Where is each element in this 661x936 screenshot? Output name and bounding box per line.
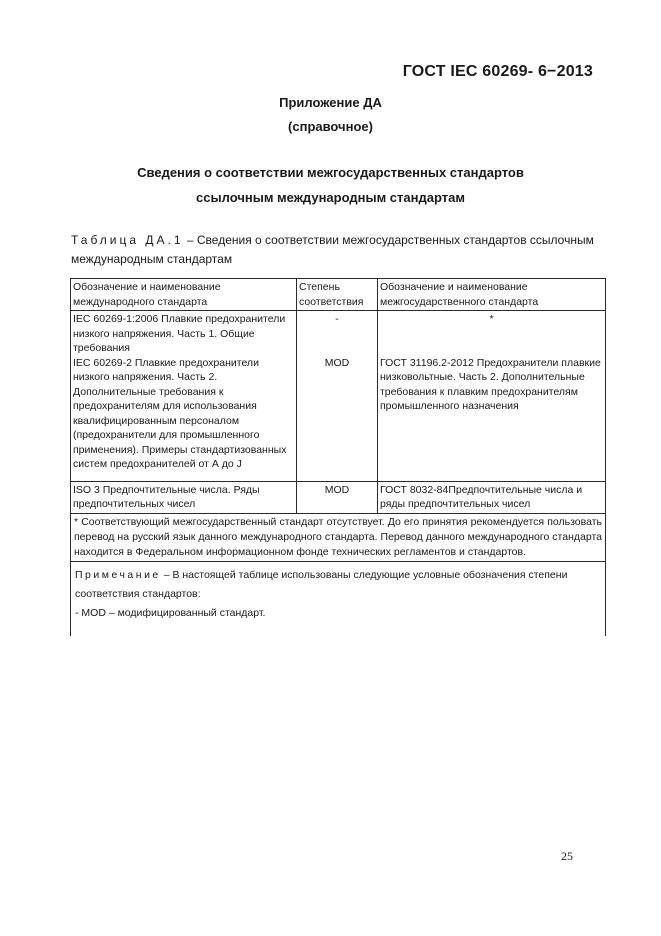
table-footnote: * Соответствующий межгосударственный стандарт отсутствует. До его принятия рекомендуется пользовать перевод на русский язык данного международного стандарта. Перевод данного международного стандарта находится в Федеральном информационном фонде технических регламентов и стандартов. xyxy=(71,513,606,561)
row2-interstate-standard: ГОСТ 8032-84Предпочтительные числа и ряды предпочтительных чисел xyxy=(378,481,606,513)
note-label: Примечание xyxy=(75,568,161,581)
row1-degree xyxy=(297,311,378,482)
row2-degree: MOD xyxy=(297,481,378,513)
table-caption-text: – Сведения о соответствии межгосударственных стандартов ссылочным международным стандартам xyxy=(71,233,594,266)
standard-code: ГОСТ IEC 60269- 6−2013 xyxy=(402,63,593,80)
row1-interstate-a: * xyxy=(489,313,494,325)
page-number: 25 xyxy=(561,849,573,863)
section-heading-line1: Сведения о соответствии межгосударственных стандартов xyxy=(137,165,524,180)
row2-intl-standard: ISO 3 Предпочтительные числа. Ряды предпочтительных чисел xyxy=(71,481,297,513)
note-text: – В настоящей таблице использованы следующие условные обозначения степени соответствия стандартов: xyxy=(75,568,568,600)
annex-title: Приложение ДА xyxy=(279,95,382,110)
table-footnote-row xyxy=(71,513,606,561)
table-row xyxy=(71,311,606,482)
table-caption-label: Таблица ДА.1 xyxy=(71,233,184,247)
header-interstate-standard: Обозначение и наименование межгосударственного стандарта xyxy=(378,279,606,311)
row1-degree-b: MOD xyxy=(324,356,350,369)
table-caption xyxy=(71,231,601,269)
row1-interstate-standard xyxy=(378,311,606,482)
correspondence-table xyxy=(70,278,606,636)
table-row xyxy=(71,481,606,513)
row1-intl-standard xyxy=(71,311,297,482)
note-item: - MOD – модифицированный стандарт. xyxy=(75,606,266,619)
header-degree: Степень соответствия xyxy=(297,279,378,311)
table-header-row xyxy=(71,279,606,311)
section-heading-line2: ссылочным международным стандартам xyxy=(196,190,465,205)
table-note-row xyxy=(71,561,606,636)
row1-intl-b: IEC 60269-2 Плавкие предохранители низкого напряжения. Часть 2. Дополнительные требования к предохранителям для использования квалифицированным персоналом (предохранители для промышленного применения). Примеры стандартизованных систем предохранителей от А до J xyxy=(73,356,287,470)
row1-intl-a: IEC 60269-1:2006 Плавкие предохранители низкого напряжения. Часть 1. Общие требования xyxy=(73,313,286,354)
row1-interstate-b: ГОСТ 31196.2-2012 Предохранители плавкие низковольтные. Часть 2. Дополнительные требования к плавким предохранителям промышленного назначения xyxy=(380,356,601,412)
annex-subtitle: (справочное) xyxy=(288,119,373,134)
table-note xyxy=(71,561,606,636)
header-intl-standard: Обозначение и наименование международного стандарта xyxy=(71,279,297,311)
row1-degree-a: - xyxy=(335,313,339,325)
